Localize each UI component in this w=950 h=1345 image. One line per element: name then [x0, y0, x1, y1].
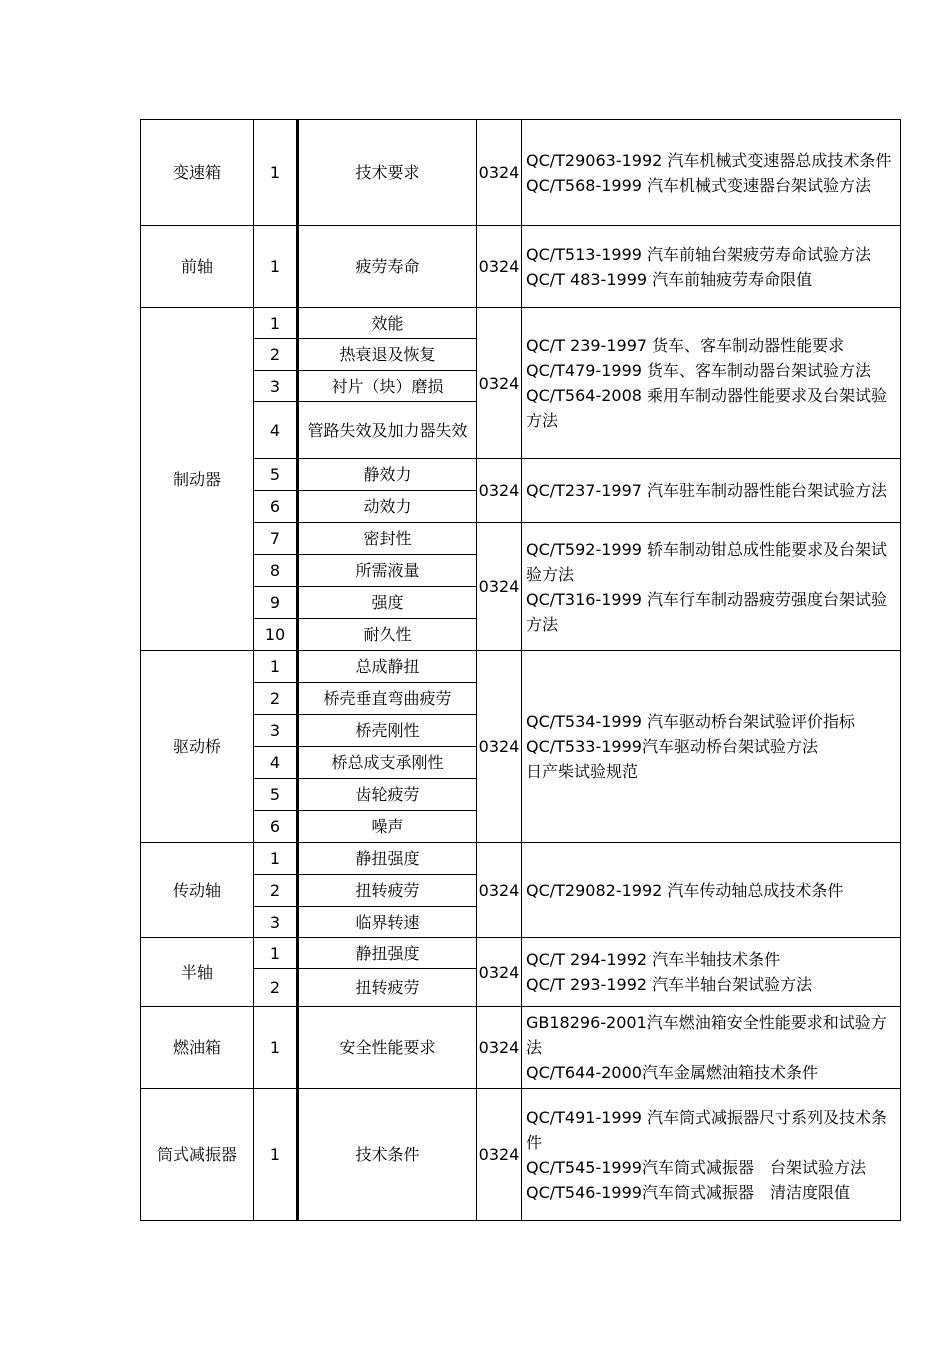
standard-reference: QC/T237-1997 汽车驻车制动器性能台架试验方法: [526, 481, 888, 500]
item-number-cell: 5: [254, 779, 298, 811]
code-cell: 0324: [477, 938, 522, 1007]
component-cell: 传动轴: [141, 843, 254, 938]
standard-reference: QC/T568-1999 汽车机械式变速器台架试验方法: [526, 175, 872, 195]
component-cell: 燃油箱: [141, 1007, 254, 1089]
test-item-cell: 技术要求: [298, 120, 477, 226]
code-cell: 0324: [477, 523, 522, 651]
code-cell: 0324: [477, 1007, 522, 1089]
standard-reference: QC/T545-1999汽车筒式减振器 台架试验方法: [526, 1157, 866, 1177]
standard-reference: QC/T 294-1992 汽车半轴技术条件: [526, 950, 781, 969]
standard-reference: QC/T546-1999汽车筒式减振器 清洁度限值: [526, 1182, 850, 1202]
test-item-cell: 噪声: [298, 811, 477, 843]
standards-cell: [522, 651, 901, 843]
test-item-cell: 密封性: [298, 523, 477, 555]
item-number-cell: 1: [254, 1007, 298, 1089]
standards-cell: [522, 120, 901, 226]
table-row: [141, 1007, 901, 1089]
code-cell: 0324: [477, 651, 522, 843]
standard-reference: QC/T564-2008 乘用车制动器性能要求及台架试验方法: [526, 386, 888, 430]
standard-reference: QC/T29082-1992 汽车传动轴总成技术条件: [526, 880, 844, 900]
test-item-cell: 扭转疲劳: [298, 875, 477, 907]
item-number-cell: 2: [254, 969, 298, 1007]
table-body: [141, 120, 901, 1221]
standards-cell: [522, 308, 901, 459]
standards-cell: [522, 459, 901, 523]
table-row: [141, 651, 901, 683]
test-item-cell: 扭转疲劳: [298, 969, 477, 1007]
standards-cell: [522, 938, 901, 1007]
item-number-cell: 4: [254, 402, 298, 459]
code-cell: 0324: [477, 1089, 522, 1221]
item-number-cell: 1: [254, 843, 298, 875]
code-cell: 0324: [477, 459, 522, 523]
test-item-cell: 疲劳寿命: [298, 226, 477, 308]
item-number-cell: 1: [254, 226, 298, 308]
standard-reference: 日产柴试验规范: [526, 762, 639, 781]
code-cell: 0324: [477, 226, 522, 308]
item-number-cell: 1: [254, 651, 298, 683]
item-number-cell: 4: [254, 747, 298, 779]
item-number-cell: 2: [254, 875, 298, 907]
test-item-cell: 桥壳刚性: [298, 715, 477, 747]
table-row: [141, 308, 901, 339]
component-cell: 制动器: [141, 308, 254, 651]
table-row: [141, 523, 901, 555]
component-cell: 筒式减振器: [141, 1089, 254, 1221]
test-item-cell: 静效力: [298, 459, 477, 491]
standard-reference: QC/T316-1999 汽车行车制动器疲劳强度台架试验方法: [526, 589, 888, 634]
test-item-cell: 总成静扭: [298, 651, 477, 683]
standard-reference: QC/T592-1999 轿车制动钳总成性能要求及台架试验方法: [526, 539, 888, 584]
test-item-cell: 安全性能要求: [298, 1007, 477, 1089]
test-item-cell: 所需液量: [298, 555, 477, 587]
standard-reference: QC/T479-1999 货车、客车制动器台架试验方法: [526, 361, 872, 380]
code-cell: 0324: [477, 843, 522, 938]
test-item-cell: 临界转速: [298, 907, 477, 938]
item-number-cell: 9: [254, 587, 298, 619]
standards-cell: [522, 1007, 901, 1089]
table-row: [141, 226, 901, 308]
test-item-cell: 桥总成支承刚性: [298, 747, 477, 779]
item-number-cell: 8: [254, 555, 298, 587]
test-item-cell: 齿轮疲劳: [298, 779, 477, 811]
item-number-cell: 7: [254, 523, 298, 555]
test-item-cell: 技术条件: [298, 1089, 477, 1221]
standards-cell: [522, 843, 901, 938]
item-number-cell: 1: [254, 1089, 298, 1221]
standard-reference: QC/T491-1999 汽车筒式减振器尺寸系列及技术条件: [526, 1107, 888, 1152]
item-number-cell: 1: [254, 938, 298, 969]
code-cell: 0324: [477, 120, 522, 226]
standards-cell: [522, 523, 901, 651]
test-item-cell: 效能: [298, 308, 477, 339]
standards-cell: [522, 226, 901, 308]
table-row: [141, 1089, 901, 1221]
component-cell: 半轴: [141, 938, 254, 1007]
standard-reference: QC/T 239-1997 货车、客车制动器性能要求: [526, 336, 845, 355]
item-number-cell: 2: [254, 339, 298, 371]
test-item-cell: 热衰退及恢复: [298, 339, 477, 371]
component-cell: 变速箱: [141, 120, 254, 226]
standard-reference: QC/T534-1999 汽车驱动桥台架试验评价指标: [526, 712, 856, 731]
item-number-cell: 3: [254, 715, 298, 747]
test-item-cell: 耐久性: [298, 619, 477, 651]
standard-reference: QC/T 293-1992 汽车半轴台架试验方法: [526, 975, 813, 994]
standards-cell: [522, 1089, 901, 1221]
test-item-cell: 衬片（块）磨损: [298, 371, 477, 402]
item-number-cell: 6: [254, 811, 298, 843]
item-number-cell: 1: [254, 308, 298, 339]
item-number-cell: 5: [254, 459, 298, 491]
standard-reference: QC/T644-2000汽车金属燃油箱技术条件: [526, 1063, 818, 1082]
standard-reference: QC/T29063-1992 汽车机械式变速器总成技术条件: [526, 150, 892, 170]
item-number-cell: 6: [254, 491, 298, 523]
table-row: [141, 120, 901, 226]
standard-reference: QC/T513-1999 汽车前轴台架疲劳寿命试验方法: [526, 244, 872, 264]
standard-reference: QC/T 483-1999 汽车前轴疲劳寿命限值: [526, 269, 813, 289]
standards-table: [140, 119, 901, 1221]
test-item-cell: 静扭强度: [298, 843, 477, 875]
standard-reference: GB18296-2001汽车燃油箱安全性能要求和试验方法: [526, 1013, 887, 1057]
table-row: [141, 938, 901, 969]
code-cell: 0324: [477, 308, 522, 459]
item-number-cell: 1: [254, 120, 298, 226]
table-row: [141, 459, 901, 491]
component-cell: 驱动桥: [141, 651, 254, 843]
item-number-cell: 10: [254, 619, 298, 651]
component-cell: 前轴: [141, 226, 254, 308]
test-item-cell: 动效力: [298, 491, 477, 523]
table-row: [141, 843, 901, 875]
item-number-cell: 3: [254, 907, 298, 938]
standard-reference: QC/T533-1999汽车驱动桥台架试验方法: [526, 737, 818, 756]
item-number-cell: 2: [254, 683, 298, 715]
test-item-cell: 管路失效及加力器失效: [298, 402, 477, 459]
test-item-cell: 强度: [298, 587, 477, 619]
item-number-cell: 3: [254, 371, 298, 402]
test-item-cell: 桥壳垂直弯曲疲劳: [298, 683, 477, 715]
test-item-cell: 静扭强度: [298, 938, 477, 969]
